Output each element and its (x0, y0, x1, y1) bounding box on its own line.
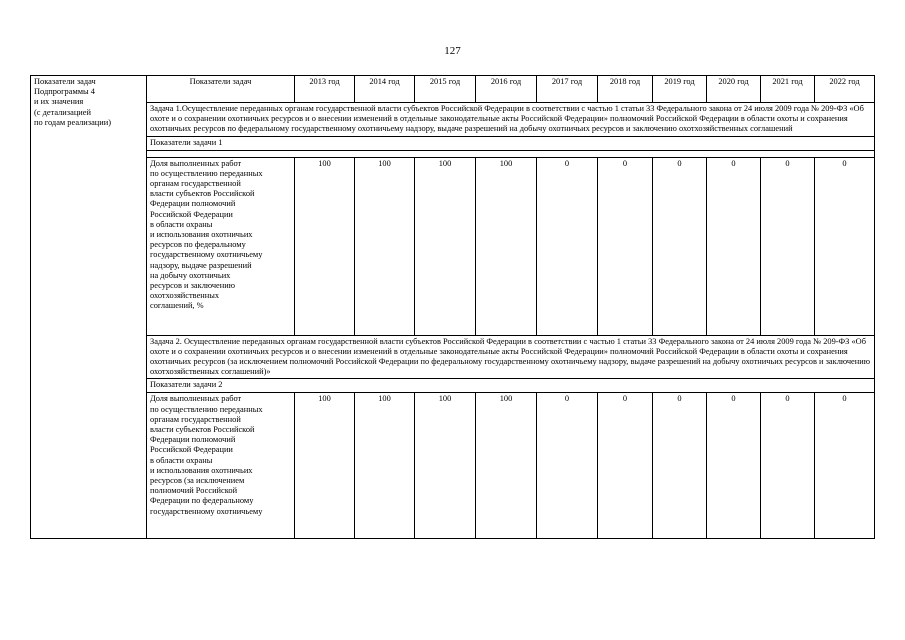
value-cell: 0 (598, 157, 653, 335)
task-row (31, 335, 875, 379)
year-header: 2019 год (653, 76, 707, 103)
year-header: 2016 год (476, 76, 537, 103)
value-cell: 100 (476, 157, 537, 335)
indicators-label-row (31, 379, 875, 393)
header-row (31, 76, 875, 103)
value-cell: 0 (707, 393, 761, 539)
task-1-title: Задача 1.Осуществление переданных органам государственной власти субъектов Российской Федерации в соответствии с частью 1 статьи 33 Федерального закона от 24 июля 2009 года № 209-ФЗ «Об охоте и о сохранении охотничьих ресурсов и о внесении изменений в отдельные законодательные акты Российской Федерации» полномочий Российской Федерации в области охоты и сохранения охотничьих ресурсов по федеральному государственному охотничьему надзору, выдаче разрешений на добычу охотничьих ресурсов и заключению охотхозяйственных соглашений (147, 103, 875, 137)
year-header: 2014 год (355, 76, 415, 103)
value-cell: 100 (295, 157, 355, 335)
year-header: 2015 год (415, 76, 476, 103)
value-cell: 100 (355, 393, 415, 539)
value-cell: 100 (415, 393, 476, 539)
value-cell: 0 (598, 393, 653, 539)
value-cell: 0 (537, 157, 598, 335)
task-row (31, 103, 875, 137)
value-cell: 0 (761, 393, 815, 539)
year-header: 2017 год (537, 76, 598, 103)
value-cell: 0 (815, 157, 875, 335)
task-2-indicator: Доля выполненных работ по осуществлению переданных органам государственной власти субъектов Российской Федерации полномочий Российской Федерации в области охраны и использования охотничьих ресурсов (за исключением полномочий Российской Федерации по федеральному государственному охотничьему (147, 393, 295, 539)
value-cell: 100 (415, 157, 476, 335)
indicator-row (31, 393, 875, 539)
task-2-indicators-label: Показатели задачи 2 (147, 379, 875, 393)
indicators-table (30, 75, 875, 539)
value-cell: 0 (815, 393, 875, 539)
value-cell: 100 (355, 157, 415, 335)
value-cell: 100 (476, 393, 537, 539)
spacer-row (31, 150, 875, 157)
task-1-indicator: Доля выполненных работ по осуществлению переданных органам государственной власти субъектов Российской Федерации полномочий Российской Федерации в области охраны и использования охотничьих ресурсов по федеральному государственному охотничьему надзору, выдаче разрешений на добычу охотничьих ресурсов и заключению охотхозяйственных соглашений, % (147, 157, 295, 335)
value-cell: 0 (653, 157, 707, 335)
page-number: 127 (444, 45, 461, 57)
value-cell: 0 (537, 393, 598, 539)
task-2-title: Задача 2. Осуществление переданных органам государственной власти субъектов Российской Федерации в соответствии с частью 1 статьи 33 Федерального закона от 24 июля 2009 года № 209-ФЗ «Об охоте и о сохранении охотничьих ресурсов и о внесении изменений в отдельные законодательные акты Российской Федерации» полномочий Российской Федерации в области охоты и сохранения охотничьих ресурсов (за исключением полномочий Российской Федерации по федеральному государственному охотничьему надзору, выдаче разрешений на добычу охотничьих ресурсов и заключению охотхозяйственных соглашений)» (147, 335, 875, 379)
left-header-cell: Показатели задач Подпрограммы 4 и их значения (с детализацией по годам реализации) (31, 76, 147, 539)
col-header-indicators: Показатели задач (147, 76, 295, 103)
value-cell: 0 (653, 393, 707, 539)
value-cell: 0 (707, 157, 761, 335)
indicator-row (31, 157, 875, 335)
year-header: 2020 год (707, 76, 761, 103)
task-1-indicators-label: Показатели задачи 1 (147, 136, 875, 150)
value-cell: 100 (295, 393, 355, 539)
indicators-label-row (31, 136, 875, 150)
year-header: 2021 год (761, 76, 815, 103)
year-header: 2022 год (815, 76, 875, 103)
year-header: 2018 год (598, 76, 653, 103)
year-header: 2013 год (295, 76, 355, 103)
value-cell: 0 (761, 157, 815, 335)
